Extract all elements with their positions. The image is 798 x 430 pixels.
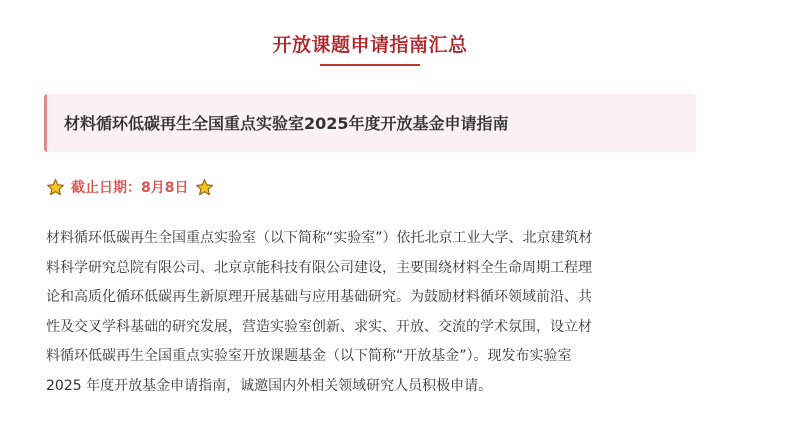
deadline-row bbox=[46, 175, 214, 199]
deadline-text: 截止日期：8月8日 bbox=[71, 180, 189, 196]
paragraph-line: 材料循环低碳再生全国重点实验室（以下简称“实验室”）依托北京工业大学、北京建筑材 bbox=[46, 230, 593, 246]
intro-paragraph bbox=[46, 224, 706, 401]
paragraph-line: 料循环低碳再生全国重点实验室开放课题基金（以下简称“开放基金”）。现发布实验室 bbox=[46, 348, 572, 364]
star-icon bbox=[46, 178, 65, 197]
guide-callout bbox=[44, 94, 696, 152]
paragraph-line: 论和高质化循环低碳再生新原理开展基础与应用基础研究。为鼓励材料循环领域前沿、共 bbox=[46, 289, 592, 305]
paragraph-line: 性及交叉学科基础的研究发展，营造实验室创新、求实、开放、交流的学术氛围，设立材 bbox=[46, 318, 592, 335]
guide-title: 材料循环低碳再生全国重点实验室2025年度开放基金申请指南 bbox=[64, 114, 509, 133]
title-underline bbox=[320, 64, 420, 66]
paragraph-line: 2025 年度开放基金申请指南，诚邀国内外相关领域研究人员积极申请。 bbox=[46, 377, 493, 394]
page-title: 开放课题申请指南汇总 bbox=[272, 34, 468, 56]
star-icon bbox=[195, 178, 214, 197]
paragraph-line: 料科学研究总院有限公司、北京京能科技有限公司建设，主要围绕材料全生命周期工程理 bbox=[46, 259, 592, 276]
